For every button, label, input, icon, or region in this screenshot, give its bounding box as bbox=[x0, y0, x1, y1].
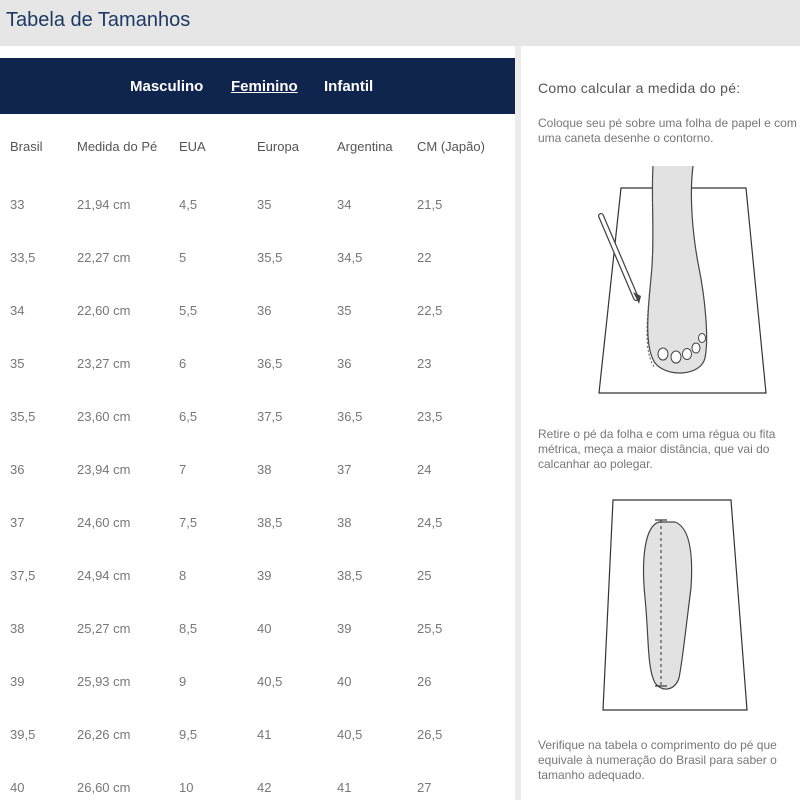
cell-brasil: 36 bbox=[10, 462, 25, 477]
cell-argentina: 35 bbox=[337, 303, 352, 318]
cell-argentina: 40,5 bbox=[337, 727, 363, 742]
cell-medida: 25,93 cm bbox=[77, 674, 131, 689]
table-row bbox=[0, 284, 515, 337]
cell-medida: 24,94 cm bbox=[77, 568, 131, 583]
cell-brasil: 34 bbox=[10, 303, 25, 318]
cell-europa: 38 bbox=[257, 462, 272, 477]
table-row bbox=[0, 655, 515, 708]
cell-medida: 26,26 cm bbox=[77, 727, 131, 742]
table-row bbox=[0, 602, 515, 655]
guide-step-1: Coloque seu pé sobre uma folha de papel e com uma caneta desenhe o contorno. bbox=[538, 116, 797, 145]
guide-step-2: Retire o pé da folha e com uma régua ou fita métrica, meça a maior distância, que vai do calcanhar ao polegar. bbox=[538, 427, 776, 471]
cell-medida: 24,60 cm bbox=[77, 515, 131, 530]
cell-cm-japao: 24,5 bbox=[417, 515, 443, 530]
table-row bbox=[0, 708, 515, 761]
cell-cm-japao: 23,5 bbox=[417, 409, 443, 424]
cell-brasil: 37 bbox=[10, 515, 25, 530]
foot-tracing-icon bbox=[581, 158, 781, 398]
tab-masculino[interactable]: Masculino bbox=[130, 78, 204, 95]
header-europa: Europa bbox=[257, 138, 299, 154]
cell-medida: 23,94 cm bbox=[77, 462, 131, 477]
table-row bbox=[0, 337, 515, 390]
cell-brasil: 33,5 bbox=[10, 250, 36, 265]
cell-cm-japao: 25,5 bbox=[417, 621, 443, 636]
cell-europa: 40,5 bbox=[257, 674, 283, 689]
header-brasil: Brasil bbox=[10, 138, 43, 154]
cell-eua: 9 bbox=[179, 674, 187, 689]
size-table-panel bbox=[0, 58, 515, 800]
table-row bbox=[0, 549, 515, 602]
measure-guide-panel bbox=[521, 58, 800, 800]
cell-cm-japao: 22,5 bbox=[417, 303, 443, 318]
cell-eua: 7,5 bbox=[179, 515, 198, 530]
page-title: Tabela de Tamanhos bbox=[6, 9, 191, 31]
table-row bbox=[0, 496, 515, 549]
cell-cm-japao: 23 bbox=[417, 356, 432, 371]
cell-eua: 7 bbox=[179, 462, 187, 477]
cell-eua: 6 bbox=[179, 356, 187, 371]
cell-eua: 8,5 bbox=[179, 621, 198, 636]
title-bar bbox=[0, 0, 800, 46]
tab-bar bbox=[0, 58, 515, 114]
cell-cm-japao: 21,5 bbox=[417, 197, 443, 212]
cell-cm-japao: 27 bbox=[417, 780, 432, 795]
cell-eua: 8 bbox=[179, 568, 187, 583]
cell-medida: 23,60 cm bbox=[77, 409, 131, 424]
cell-europa: 36 bbox=[257, 303, 272, 318]
cell-europa: 35,5 bbox=[257, 250, 283, 265]
cell-medida: 25,27 cm bbox=[77, 621, 131, 636]
cell-brasil: 35 bbox=[10, 356, 25, 371]
cell-argentina: 38 bbox=[337, 515, 352, 530]
header-eua: EUA bbox=[179, 138, 206, 154]
guide-heading: Como calcular a medida do pé: bbox=[538, 80, 741, 96]
cell-medida: 21,94 cm bbox=[77, 197, 131, 212]
cell-cm-japao: 22 bbox=[417, 250, 432, 265]
cell-europa: 35 bbox=[257, 197, 272, 212]
table-row bbox=[0, 231, 515, 284]
header-medida: Medida do Pé bbox=[77, 138, 158, 154]
cell-medida: 26,60 cm bbox=[77, 780, 131, 795]
tab-infantil[interactable]: Infantil bbox=[324, 78, 374, 95]
cell-europa: 42 bbox=[257, 780, 272, 795]
foot-measure-icon bbox=[601, 498, 751, 713]
cell-argentina: 39 bbox=[337, 621, 352, 636]
cell-cm-japao: 26 bbox=[417, 674, 432, 689]
cell-argentina: 34,5 bbox=[337, 250, 363, 265]
cell-medida: 22,60 cm bbox=[77, 303, 131, 318]
cell-brasil: 38 bbox=[10, 621, 25, 636]
cell-brasil: 39 bbox=[10, 674, 25, 689]
table-row bbox=[0, 178, 515, 231]
tab-feminino[interactable]: Feminino bbox=[231, 78, 298, 95]
cell-cm-japao: 24 bbox=[417, 462, 432, 477]
cell-argentina: 36 bbox=[337, 356, 352, 371]
cell-argentina: 38,5 bbox=[337, 568, 363, 583]
cell-brasil: 37,5 bbox=[10, 568, 36, 583]
table-row bbox=[0, 390, 515, 443]
cell-eua: 6,5 bbox=[179, 409, 198, 424]
cell-argentina: 41 bbox=[337, 780, 352, 795]
header-argentina: Argentina bbox=[337, 138, 393, 154]
cell-europa: 39 bbox=[257, 568, 272, 583]
cell-eua: 5 bbox=[179, 250, 187, 265]
cell-brasil: 33 bbox=[10, 197, 25, 212]
cell-argentina: 40 bbox=[337, 674, 352, 689]
cell-eua: 9,5 bbox=[179, 727, 198, 742]
cell-argentina: 37 bbox=[337, 462, 352, 477]
cell-europa: 37,5 bbox=[257, 409, 283, 424]
cell-eua: 10 bbox=[179, 780, 194, 795]
cell-europa: 40 bbox=[257, 621, 272, 636]
cell-cm-japao: 26,5 bbox=[417, 727, 443, 742]
cell-brasil: 35,5 bbox=[10, 409, 36, 424]
cell-medida: 23,27 cm bbox=[77, 356, 131, 371]
table-row bbox=[0, 443, 515, 496]
cell-eua: 5,5 bbox=[179, 303, 198, 318]
cell-brasil: 39,5 bbox=[10, 727, 36, 742]
table-header-row bbox=[0, 114, 515, 178]
cell-argentina: 36,5 bbox=[337, 409, 363, 424]
cell-medida: 22,27 cm bbox=[77, 250, 131, 265]
header-cm-japao: CM (Japão) bbox=[417, 138, 485, 154]
table-row bbox=[0, 761, 515, 800]
cell-eua: 4,5 bbox=[179, 197, 198, 212]
cell-argentina: 34 bbox=[337, 197, 352, 212]
cell-europa: 38,5 bbox=[257, 515, 283, 530]
size-table bbox=[0, 114, 515, 800]
guide-step-3: Verifique na tabela o comprimento do pé que equivale à numeração do Brasil para saber o tamanho adequado. bbox=[538, 738, 777, 782]
cell-cm-japao: 25 bbox=[417, 568, 432, 583]
cell-europa: 36,5 bbox=[257, 356, 283, 371]
cell-brasil: 40 bbox=[10, 780, 25, 795]
cell-europa: 41 bbox=[257, 727, 272, 742]
